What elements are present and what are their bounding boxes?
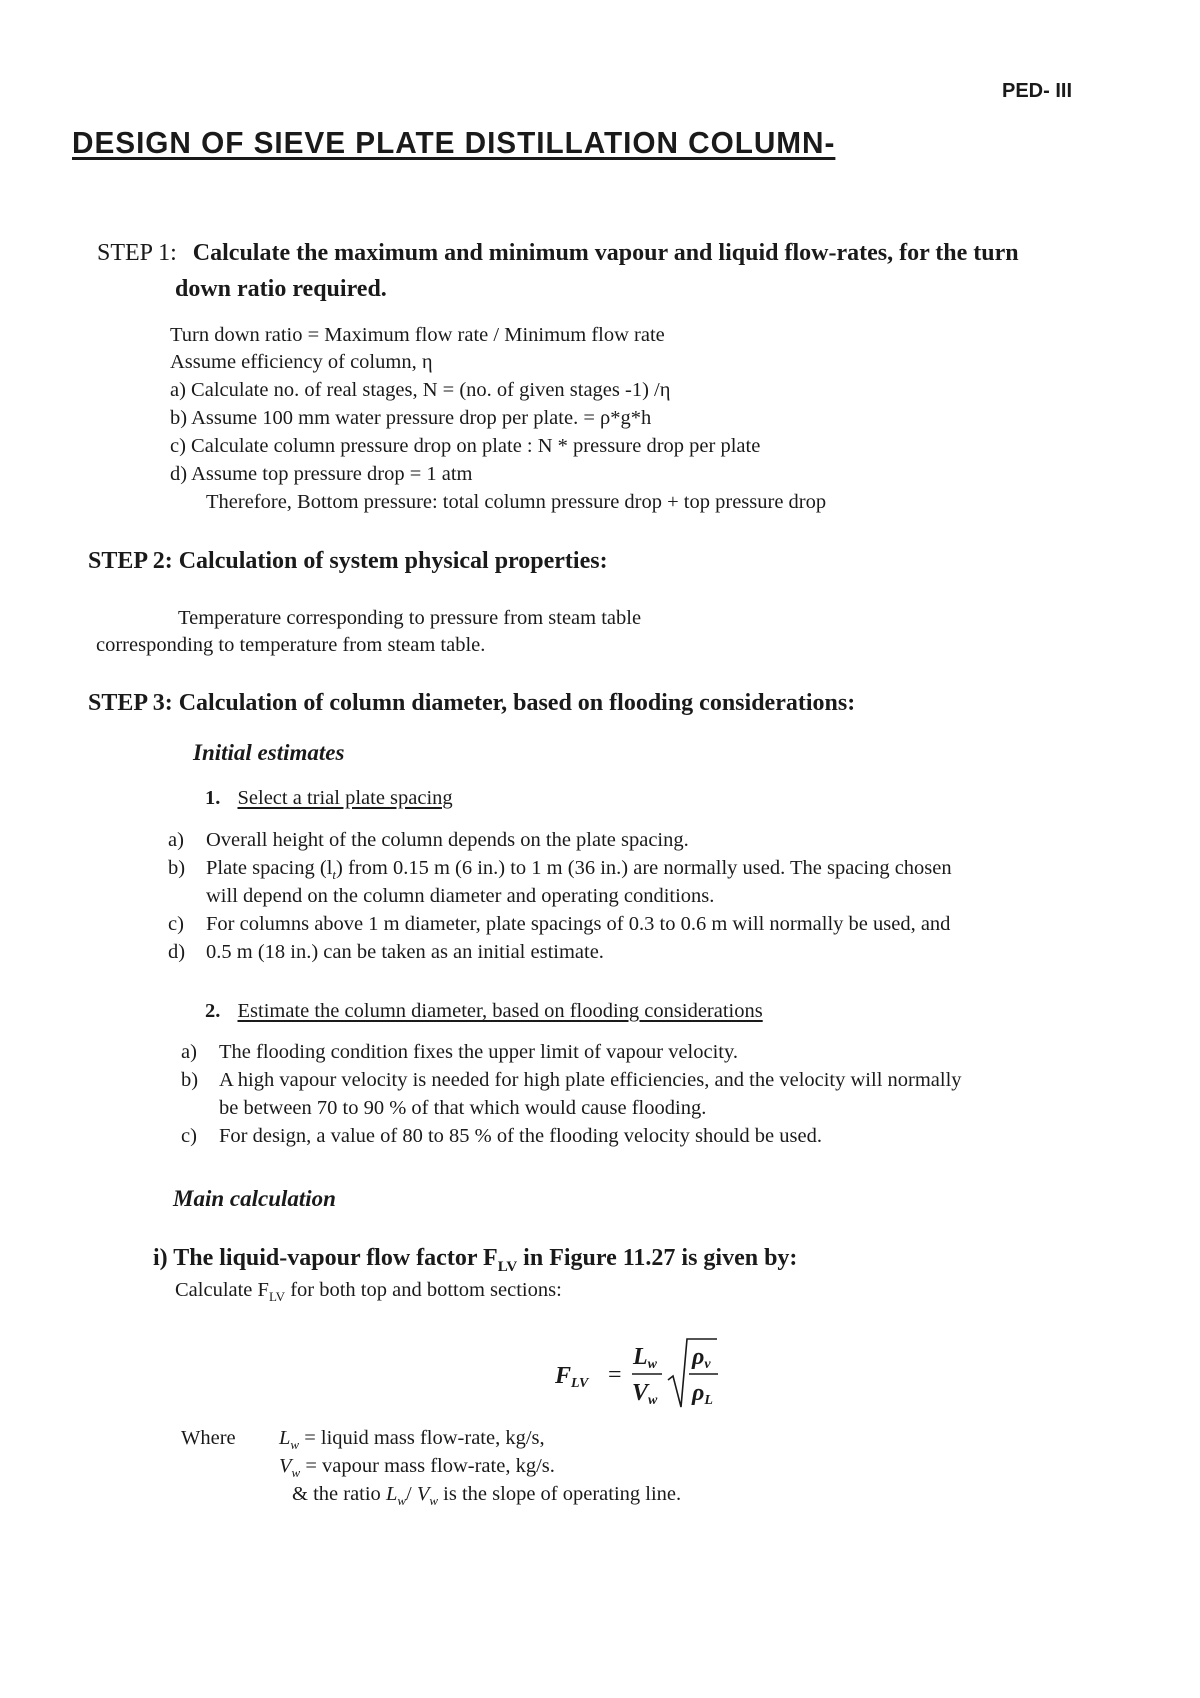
list-text: The flooding condition fixes the upper limit of vapour velocity.: [219, 1041, 739, 1063]
list-item: [168, 941, 604, 964]
subsection-1: [205, 787, 453, 810]
formula-rden: ρ: [692, 1380, 705, 1406]
step1-line: Turn down ratio = Maximum flow rate / Minimum flow rate: [170, 324, 665, 346]
where-label: Where: [181, 1427, 236, 1449]
list-item: [181, 1069, 962, 1092]
list-text: 0.5 m (18 in.) can be taken as an initial estimate.: [206, 941, 604, 963]
list-text: be between 70 to 90 % of that which would cause flooding.: [219, 1097, 707, 1119]
formula-rnum-sub: v: [704, 1357, 711, 1372]
list-marker: c): [168, 913, 184, 935]
svg-text:Vw: [632, 1380, 658, 1408]
lw-symbol: L: [279, 1427, 291, 1449]
vw-symbol: V: [279, 1455, 292, 1477]
lw-text: = liquid mass flow-rate, kg/s,: [299, 1427, 545, 1449]
step1-line: Assume efficiency of column, η: [170, 351, 433, 373]
step1-text-line2: down ratio required.: [175, 276, 387, 302]
flow-factor-instruction-post: for both top and bottom sections:: [285, 1279, 562, 1301]
lw-sub: w: [290, 1437, 300, 1453]
list-item: [181, 1125, 822, 1148]
vw-text: = vapour mass flow-rate, kg/s.: [300, 1455, 555, 1477]
list-marker: a): [181, 1041, 197, 1063]
list-marker: b): [168, 857, 186, 879]
flow-factor-heading-pre: i) The liquid-vapour flow factor F: [153, 1245, 498, 1271]
where-lw: [279, 1427, 545, 1453]
where-ratio: & the ratio $L_w/$ $V_w$ is the slope of operating line.: [292, 1483, 682, 1509]
formula-den: V: [632, 1380, 649, 1406]
step1-prefix: STEP 1:: [97, 240, 177, 266]
list-text: For columns above 1 m diameter, plate spacings of 0.3 to 0.6 m will normally be used, and: [206, 913, 951, 935]
flow-factor-heading-post: in Figure 11.27 is given by:: [517, 1245, 798, 1271]
flow-factor-instruction-pre: Calculate F: [175, 1279, 269, 1301]
list-marker: b): [181, 1069, 199, 1091]
svg-text:Lw: [632, 1344, 658, 1372]
list-text-cont: ) from 0.15 m (6 in.) to 1 m (36 in.) are normally used. The spacing chosen: [336, 857, 952, 879]
step1-line: d) Assume top pressure drop = 1 atm: [170, 463, 473, 485]
svg-text:ρv: [691, 1344, 711, 1372]
ratio-vw-symbol: V: [416, 1483, 430, 1505]
subsection-2-title: Estimate the column diameter, based on flooding considerations: [237, 1000, 763, 1022]
page-title: DESIGN OF SIEVE PLATE DISTILLATION COLUMN-: [72, 125, 836, 160]
step2-heading: STEP 2: Calculation of system physical properties:: [88, 548, 608, 574]
svg-text:ρL: [691, 1380, 713, 1408]
subsection-2: [205, 1000, 763, 1023]
flow-factor-heading-sub: LV: [497, 1258, 518, 1275]
list-item: [181, 1041, 738, 1064]
svg-text:=: =: [608, 1362, 622, 1388]
flow-factor-instruction: [175, 1279, 562, 1305]
list-text: Plate spacing (l: [206, 857, 333, 879]
list-text-subscript: t: [332, 867, 337, 883]
formula-num: L: [633, 1344, 648, 1370]
list-text: will depend on the column diameter and operating conditions.: [206, 885, 715, 907]
flow-factor-instruction-sub: LV: [268, 1289, 286, 1305]
initial-estimates-heading: Initial estimates: [193, 740, 345, 765]
list-text: For design, a value of 80 to 85 % of the flooding velocity should be used.: [219, 1125, 822, 1147]
document-code: PED- III: [1002, 80, 1073, 102]
subsection-1-title: Select a trial plate spacing: [237, 787, 453, 809]
list-marker: a): [168, 829, 184, 851]
ratio-lw-sub: w: [397, 1493, 407, 1509]
flow-factor-heading: [153, 1245, 797, 1276]
svg-text:FLV: [554, 1363, 590, 1391]
formula-lhs-sub: LV: [571, 1376, 589, 1391]
flow-factor-formula: [550, 1332, 720, 1414]
list-item: [168, 857, 952, 883]
subsection-2-number: 2.: [205, 1000, 221, 1022]
vw-sub: w: [291, 1465, 301, 1481]
list-item: [168, 829, 689, 852]
formula-rden-sub: L: [704, 1393, 713, 1408]
list-marker: c): [181, 1125, 197, 1147]
list-text: A high vapour velocity is needed for high plate efficiencies, and the velocity will normally: [219, 1069, 962, 1091]
formula-lhs: F: [555, 1363, 572, 1389]
formula-den-sub: w: [648, 1393, 658, 1408]
ratio-pre: & the ratio: [292, 1483, 386, 1505]
list-item: [168, 913, 950, 936]
step3-heading: STEP 3: Calculation of column diameter, based on flooding considerations:: [88, 690, 856, 716]
ratio-post: is the slope of operating line.: [438, 1483, 682, 1505]
step1-line: c) Calculate column pressure drop on plate : N * pressure drop per plate: [170, 435, 761, 457]
list-text: Overall height of the column depends on the plate spacing.: [206, 829, 689, 851]
step1-line: Therefore, Bottom pressure: total column pressure drop + top pressure drop: [206, 491, 827, 513]
where-vw: [279, 1455, 555, 1481]
formula-rnum: ρ: [692, 1344, 705, 1370]
step2-line: corresponding to temperature from steam table.: [96, 634, 486, 656]
step1-line: a) Calculate no. of real stages, N = (no. of given stages -1) /η: [170, 379, 671, 401]
step2-line: Temperature corresponding to pressure from steam table: [178, 607, 642, 629]
main-calculation-heading: Main calculation: [173, 1186, 336, 1211]
step1-text-line1: Calculate the maximum and minimum vapour and liquid flow-rates, for the turn: [192, 240, 1019, 266]
formula-num-sub: w: [647, 1357, 658, 1372]
subsection-1-number: 1.: [205, 787, 221, 809]
step1-heading: [97, 240, 1019, 267]
list-marker: d): [168, 941, 186, 963]
ratio-vw-sub: w: [429, 1493, 439, 1509]
step1-line: b) Assume 100 mm water pressure drop per plate. = ρ*g*h: [170, 407, 652, 429]
ratio-lw-symbol: L: [385, 1483, 398, 1505]
